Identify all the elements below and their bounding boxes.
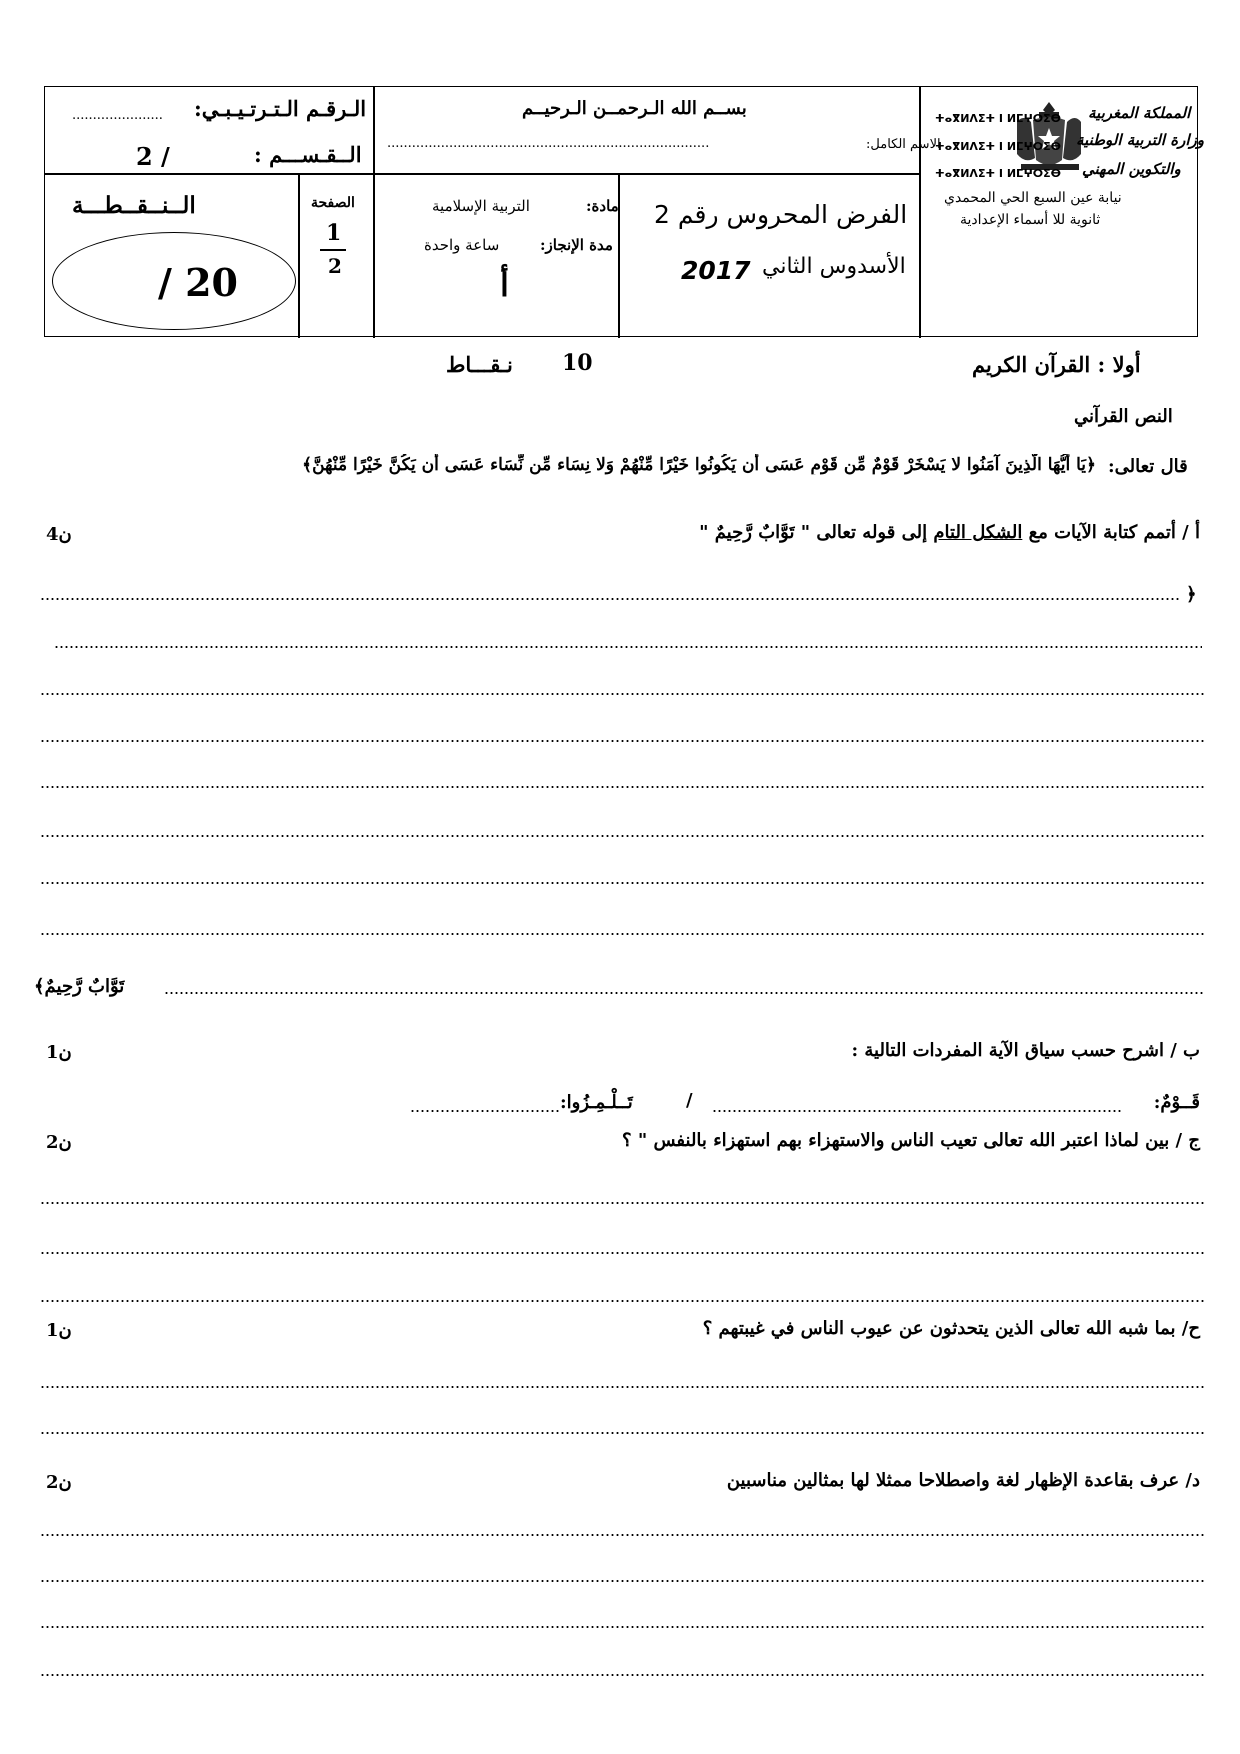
question-a-points: 4ن	[46, 524, 72, 545]
divider	[298, 173, 300, 338]
answer-line[interactable]	[40, 1252, 1205, 1254]
verse-intro: قال تعالى:	[1108, 456, 1188, 477]
divider	[919, 87, 921, 338]
answer-line[interactable]	[40, 1386, 1205, 1388]
answer-line[interactable]	[40, 740, 1205, 742]
word-qawm-label: قَــوْمٌ:	[1153, 1092, 1200, 1113]
semester-label: الأسدوس الثاني	[762, 254, 906, 279]
question-b-text: ب / اشرح حسب سياق الآية المفردات التالية :	[851, 1040, 1200, 1061]
duration-value: ساعة واحدة	[424, 236, 500, 254]
answer-line[interactable]	[40, 1432, 1205, 1434]
answer-line[interactable]	[40, 1674, 1205, 1676]
page-number: 1	[326, 220, 342, 246]
word-qawm-answer[interactable]	[712, 1110, 1122, 1112]
answer-end-verse: تَوَّابٌ رَّحِيمٌ﴾	[34, 976, 125, 997]
answer-line[interactable]	[40, 598, 1180, 600]
grade-value: / 20	[158, 260, 238, 305]
class-value: 2 /	[136, 142, 170, 171]
question-a-part2: إلى قوله تعالى " تَوَّابٌ رَّحِيمٌ "	[699, 522, 928, 543]
question-e-points: 2ن	[46, 1472, 72, 1493]
question-a-text	[699, 522, 1200, 543]
full-name-label: الاسم الكامل:	[866, 137, 941, 152]
divider	[373, 87, 375, 338]
answer-line[interactable]	[164, 992, 1204, 994]
logo-tifinagh-1: ⵜⴰⴳⵍⴷⵉⵜ ⵏ ⵍⵎⵖⵔⵉⴱ	[935, 112, 1062, 125]
answer-line[interactable]	[40, 1626, 1205, 1628]
question-c-points: 2ن	[46, 1132, 72, 1153]
question-a-part1: أ / أتمم كتابة الآيات مع	[1028, 522, 1200, 543]
answer-open-bracket: ﴿	[1186, 584, 1197, 605]
question-b-points: 1ن	[46, 1042, 72, 1063]
directorate-name: نيابة عين السبع الحي المحمدي	[944, 190, 1122, 206]
answer-line[interactable]	[40, 933, 1205, 935]
question-d-points: 1ن	[46, 1320, 72, 1341]
class-label: الــقـســـم :	[254, 142, 362, 167]
question-a-underlined: الشكل التام	[933, 522, 1023, 543]
answer-line[interactable]	[54, 646, 1202, 648]
text-heading: النص القرآني	[1074, 406, 1173, 427]
answer-line[interactable]	[40, 1580, 1205, 1582]
school-name: ثانوية للا أسماء الإعدادية	[960, 212, 1101, 228]
exam-version: أ	[500, 266, 509, 304]
duration-label: مدة الإنجاز:	[540, 236, 613, 254]
serial-number-field[interactable]: ......................	[72, 108, 163, 123]
answer-line[interactable]	[40, 693, 1205, 695]
word-talmizu-answer[interactable]	[410, 1110, 560, 1112]
answer-line[interactable]	[40, 1202, 1205, 1204]
section-points-label: نـقـــاط	[446, 352, 513, 377]
answer-line[interactable]	[40, 1300, 1205, 1302]
logo-line-3: والتكوين المهني	[1082, 160, 1181, 178]
exam-year: 2017	[681, 256, 751, 285]
logo-tifinagh-2: ⵜⴰⴳⵍⴷⵉⵜ ⵏ ⵍⵎⵖⵔⵉⴱ	[935, 140, 1062, 153]
logo-line-1: المملكة المغربية	[1088, 104, 1191, 122]
serial-number-label: الـرقـم الـتـرتـيـبـي:	[194, 96, 367, 121]
divider	[45, 173, 919, 175]
page-total: 2	[328, 254, 342, 278]
section-title: أولا : القرآن الكريم	[972, 352, 1141, 377]
exam-title: الفرض المحروس رقم 2	[654, 200, 908, 229]
section-points: 10	[562, 350, 593, 376]
word-talmizu-label: تَــلْـمِـزُوا:	[560, 1092, 633, 1113]
question-c-text: ج / بين لماذا اعتبر الله تعالى تعيب الناس والاستهزاء بهم استهزاء بالنفس " ؟	[622, 1130, 1200, 1151]
word-separator: /	[686, 1090, 693, 1111]
question-d-text: ح/ بما شبه الله تعالى الذين يتحدثون عن عيوب الناس في غيبتهم ؟	[702, 1318, 1200, 1339]
grade-label: الــنــقــطـــة	[72, 192, 196, 219]
answer-line[interactable]	[40, 882, 1205, 884]
full-name-field[interactable]: ..............................................................................	[387, 136, 710, 151]
logo-line-2: وزارة التربية الوطنية	[1076, 131, 1205, 149]
answer-line[interactable]	[40, 786, 1205, 788]
quran-verse: ﴿يَا أَيُّهَا الَّذِينَ آمَنُوا لا يَسْخَرْ قَوْمٌ مِّن قَوْمٍ عَسَى أَن يَكُونُوا خَيْرًا مِّنْهُمْ وَلا نِسَاء مِّن نِّسَاء عَسَى أَن يَكُنَّ خَيْرًا مِّنْهُنَّ﴾	[302, 455, 1096, 475]
answer-line[interactable]	[40, 1534, 1205, 1536]
logo-tifinagh-3: ⵜⴰⴳⵍⴷⵉⵜ ⵏ ⵍⵎⵖⵔⵉⴱ	[935, 167, 1062, 180]
answer-line[interactable]	[40, 835, 1205, 837]
page-label: الصفحة	[311, 195, 355, 211]
basmala: بســم الله الـرحمــن الـرحيــم	[522, 98, 747, 119]
fraction-bar	[320, 249, 346, 251]
subject-value: التربية الإسلامية	[432, 197, 530, 215]
question-e-text: د/ عرف بقاعدة الإظهار لغة واصطلاحا ممثلا لها بمثالين مناسبين	[726, 1470, 1200, 1491]
subject-label: مادة:	[586, 197, 619, 215]
